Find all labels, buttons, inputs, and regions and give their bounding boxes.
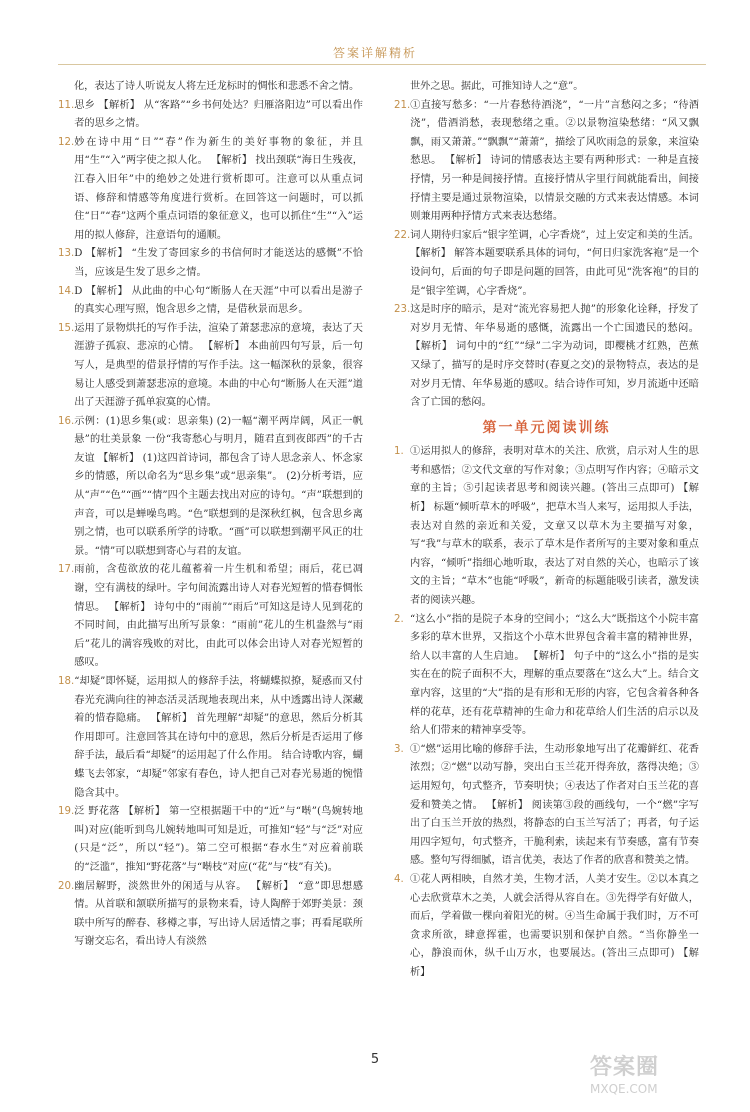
answer-text: ①“燃”运用比喻的修辞手法，生动形象地写出了花瓣鲜红、花香浓烈；②“燃”以动写静，突出白玉兰花开得奔放，落得决绝；③运用短句，句式整齐，节奏明快；④表达了作者对白玉兰花的喜爱和赞美之情。 【解析】 阅读第③段的画线句，一个“燃”字写出了白玉兰开放的热烈，将静态的白玉兰写活了；再者，句子运用四字短句，句式整齐，干脆利索，读起来有节奏感，富有节奏感。整句写得细腻，语言优美，表达了作者的欣喜和赞美之情。 [410, 743, 699, 867]
watermark-logo: 答案圈 [590, 1055, 660, 1080]
answer-text: “这么小”指的是院子本身的空间小；“这么大”既指这个小院丰富多彩的草木世界，又指这个小草木世界包含着丰富的精神世界，给人以丰富的人生启迪。 【解析】 句子中的“这么小”指的是实实在在的院子面积不大，理解的重点要落在“这么大”上。结合文章内容，这里的“大”指的是有形和无形的内容，它包含着各种各样的花草，还有花草精神的生命力和花草给人们生活的启示以及给人们带来的精神享受等。 [410, 613, 699, 737]
answer-number: 11. [58, 99, 75, 111]
answer-number [58, 78, 74, 97]
answer-number: 22. [394, 229, 411, 241]
answer-item [394, 227, 699, 301]
answer-item [58, 245, 363, 282]
answer-text: ①运用拟人的修辞，表明对草木的关注、欣赏，启示对人生的思考和感悟；②文代文章的写作对象；③点明写作内容；④暗示文章的主旨；⑤引起读者思考和阅读兴趣。(答出三点即可) 【解析】 标题“倾听草木的呼吸”，把草木当人来写，运用拟人手法，表达对自然的亲近和关爱，文章又以草木为主要描写对象，写“我”与草木的联系，表示了草木是作者所写的主要对象和重点内容，“倾听”指细心地听取，表达了对自然的关心，也暗示了该文的主旨；“草木”也能“呼吸”，新奇的标题能吸引读者，激发读者的阅读兴趣。 [410, 446, 699, 607]
answer-number: 18. [58, 676, 75, 687]
answer-number [394, 78, 410, 97]
left-column [58, 78, 363, 952]
answer-text: D 【解析】 从此曲的中心句“断肠人在天涯”中可以看出是游子的真实心理写照，饱含思乡之情，是借秋景而思乡。 [74, 285, 363, 316]
header-rule [58, 64, 706, 65]
answer-number: 14. [58, 285, 75, 297]
answer-item [394, 611, 699, 741]
unit-title: 第一单元阅读训练 [482, 419, 611, 436]
answer-text: ①花人两相映，自然才美，生物才活，人美才安生。②以本真之心去欣赏草木之美，人就会活得从容自在。③先得学有好做人，而后，学着做一棵向着阳光的树。④当生命属于我们时，万不可贪求所欲，肆意挥霍，也需要识别和保护自然。“当你静坐一心，静浪而休，纵千山万水，也要展达。(答出三点即可) 【解析】 [410, 873, 699, 978]
answer-item [58, 320, 363, 413]
answer-item [394, 301, 699, 413]
answer-item [58, 561, 363, 673]
right-column [394, 78, 699, 983]
answer-text: 泛 野花落 【解析】 第一空根据题干中的“近”与“啭”(鸟婉转地叫)对应(能听到鸟儿婉转地叫可知是近，可推知“轻”与“泛”对应(只是“泛”，所以“轻”)。第二空可根据“春水生”对应着前联的“泛滥”，推知“野花落”与“啭枝”对应(“花”与“枝”有关)。 [74, 806, 363, 873]
answer-item [394, 871, 699, 983]
answer-item [394, 97, 699, 227]
answer-text: 幽居解野，淡然世外的闲适与从容。 【解析】 “意”即思想感情。从首联和颔联所描写的景物来看，诗人陶醉于郊野美景：颈联中所写的醉春、移樽之事，写出诗人居适情之事；再看尾联所写谢交忘名，看出诗人有淡然 [74, 880, 363, 948]
answer-text: ①直接写愁多：“一片春愁待酒浇”，“一片”言愁闷之多；“待酒浇”，借酒消愁，表现愁绪之重。②以景物渲染愁绪：“风又飘飘，雨又萧萧。”“飘飘”“萧萧”，描绘了风吹雨急的景象，来渲染愁思。 【解析】 诗词的情感表达主要有两种形式：一种是直接抒情，另一种是间接抒情。直接抒情从字里行间就能看出，间接抒情主要是通过景物渲染，以情景交融的方式来表达情感。本词则兼用两种抒情方式来表达愁绪。 [410, 99, 699, 223]
answer-number: 1. [394, 446, 404, 458]
answer-number: 21. [394, 99, 411, 111]
answer-text: 词人期待归家后“银字笙调，心字香烧”，过上安定和美的生活。 【解析】 解答本题要联系具体的词句，“何日归家洗客袍”是一个设问句，后面的句子即是问题的回答，由此可见“洗客袍”的目的是“银字笙调，心字香烧”。 [410, 229, 699, 297]
answer-number: 17. [58, 564, 75, 576]
answer-text: 运用了景物烘托的写作手法，渲染了萧瑟悲凉的意境，表达了天涯游子孤寂、悲凉的心情。 【解析】 本曲前四句写景，后一句写人，是典型的借景抒情的写作手法。这一幅深秋的景象，很容易让人感受到萧瑟悲凉的意境。本曲的中心句“断肠人在天涯”道出了天涯游子孤单寂寞的心情。 [74, 322, 363, 409]
answer-item [58, 673, 363, 803]
answer-item [58, 878, 363, 952]
answer-number: 12. [58, 136, 75, 148]
answer-text: 这是时序的暗示，是对“流光容易把人抛”的形象化诠释，抒发了对岁月无情、年华易逝的感慨，流露出一个亡国遗民的愁闷。 【解析】 词句中的“红”“绿”二字为动词，即樱桃才红熟，芭蕉又绿了，描写的是时序交替时(春夏之交)的景物特点，表达的是对岁月无情、年华易逝的感叹。结合诗作可知，岁月流逝中还暗含了亡国的愁闷。 [410, 304, 699, 409]
answer-number: 4. [394, 873, 404, 885]
answer-item [394, 741, 699, 871]
answer-text: 化，表达了诗人听说友人将左迁龙标时的惆怅和悲悉不舍之情。 [74, 81, 360, 92]
answer-text: 妙在诗中用“日”“春”作为新生的美好事物的象征，并且用“生”“入”两字使之拟人化。 【解析】 找出颈联“海日生残夜，江春入旧年”中的绝妙之处进行赏析即可。注意可以从重点词语、修辞和情感等角度进行赏析。在回答这一问题时，可以抓住“日”“春”这两个重点词语的象征意义，也可以抓住“生”“入”运用的拟人修辞，注意语句的通顺。 [74, 136, 363, 241]
answer-item [58, 283, 363, 320]
answer-text: 思乡 【解析】 从“客路”“乡书何处达？归雁洛阳边”可以看出作者的思乡之情。 [74, 99, 363, 130]
answer-number: 19. [58, 806, 75, 818]
answer-number: 3. [394, 743, 404, 755]
page-header: 答案详解精析 [332, 46, 417, 60]
answer-number: 2. [394, 613, 404, 625]
answer-item [58, 413, 363, 562]
answer-item [394, 443, 699, 610]
answer-text: 示例：(1)思乡集(或：思亲集) (2)一幅“潮平两岸阔，风正一帆悬”的壮美景象 一份“我寄愁心与明月，随君直到夜郎西”的千古友谊 【解析】 (1)这四首诗词，都包含了诗人思念亲人、怀念家乡的情感，所以命名为“思乡集”或“思亲集”。 (2)分析考语，应从“声”“色”“画”“情”四个主题去找出对应的诗句。“声”联想到的声音，可以是蝉噪鸟鸣。“色”联想到的是深秋红枫，包含思乡离别之情，也可以联系所学的诗歌。“画”可以联想到潮平风正的壮景。“情”可以联想到寄心与君的友谊。 [74, 415, 363, 557]
answer-number: 16. [58, 415, 75, 427]
answer-text: 雨前，含苞欲放的花儿蕴蓄着一片生机和希望；雨后，花已凋谢，空有满枝的绿叶。字句间流露出诗人对春光短暂的惜春惆怅情思。 【解析】 诗句中的“雨前”“雨后”可知这是诗人见到花的不同时间，由此描写出所写景象：“雨前”花儿的生机盎然与“雨后”花儿的满容残败的对比，由此可以体会出诗人对春光短暂的感叹。 [74, 564, 363, 669]
answer-item [58, 97, 363, 134]
answer-item [394, 78, 699, 97]
answer-text: D 【解析】 “生发了寄回家乡的书信何时才能送达的感慨”不恰当，应该是生发了思乡之情。 [74, 248, 363, 278]
answer-number: 20. [58, 880, 75, 892]
reading-answers [394, 443, 699, 982]
answer-number: 15. [58, 322, 75, 334]
watermark-url: MXQE.COM [590, 1082, 658, 1096]
answer-number: 23. [394, 304, 411, 316]
answer-text: 世外之思。据此，可推知诗人之“意”。 [410, 81, 584, 92]
answer-item [58, 134, 363, 246]
answer-number: 13. [58, 248, 75, 260]
answer-text: “却疑”即怀疑，运用拟人的修辞手法，将蝴蝶拟撩，疑惑而又付春光充满向往的神态活灵活现地表现出来，从中透露出诗人深藏着的惜春隐痛。 【解析】 首先理解“却疑”的意思，然后分析其作用即可。注意回答其在诗句中的意思，然后分析是否运用了修辞手法，最后看“却疑”的运用起了什么作用。 结合诗歌内容，蝴蝶飞去邻家，“却疑”邻家有春色，诗人把自己对春光易逝的惋惜隐含其中。 [74, 676, 363, 799]
answer-item [58, 78, 363, 97]
answer-item [58, 803, 363, 877]
answers-continued [394, 78, 699, 413]
page-number: 5 [370, 1052, 380, 1067]
